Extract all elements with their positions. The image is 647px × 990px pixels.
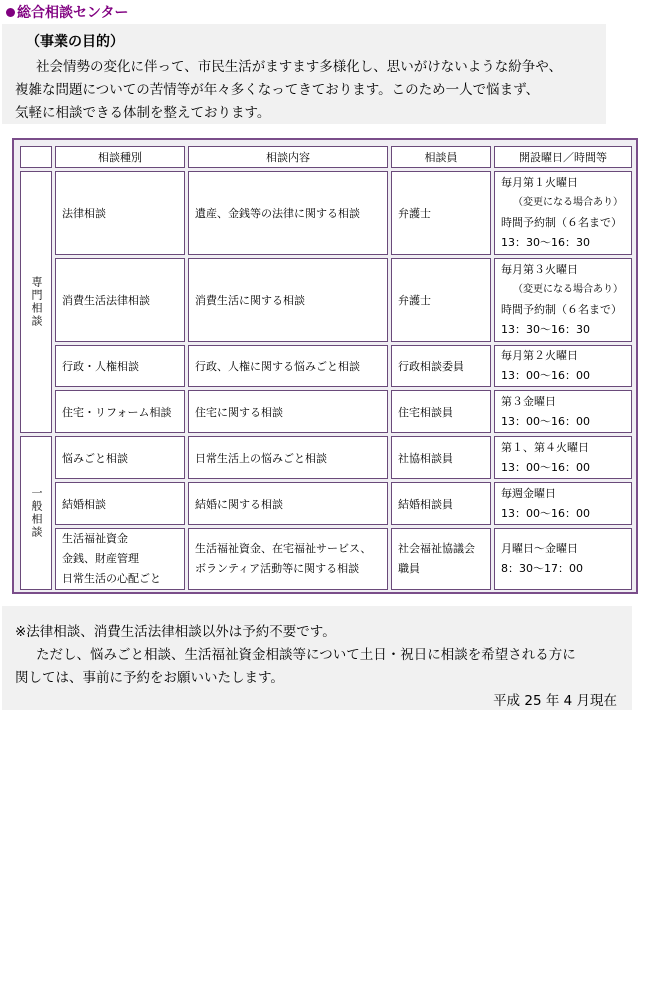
table-cell: 消費生活法律相談	[55, 258, 185, 342]
schedule-line: 毎月第３火曜日	[501, 263, 578, 276]
table-cell	[494, 258, 632, 342]
group-label-cell	[20, 436, 52, 590]
table-cell: 住宅・リフォーム相談	[55, 390, 185, 433]
note-line: 関しては、事前に予約をお願いいたします。	[15, 670, 284, 686]
schedule-line: 時間予約制（６名まで）	[501, 303, 622, 316]
table-cell	[494, 171, 632, 255]
table-cell	[494, 436, 632, 479]
schedule-line: 毎週金曜日	[501, 486, 556, 500]
table-cell: 住宅相談員	[391, 390, 491, 433]
schedule-line: 第３金曜日	[501, 394, 556, 408]
schedule-line: 13：00〜16：00	[501, 414, 590, 428]
table-cell: 弁護士	[391, 258, 491, 342]
table-cell	[494, 345, 632, 387]
table-cell: 弁護士	[391, 171, 491, 255]
table-cell: 結婚に関する相談	[188, 482, 388, 525]
page-title: 総合相談センター	[6, 2, 128, 22]
table-cell: 行政相談委員	[391, 345, 491, 387]
table-header: 相談種別	[55, 146, 185, 168]
schedule-line: 8：30〜17：00	[501, 562, 583, 575]
cell-line: 日常生活の心配ごと	[62, 572, 161, 585]
schedule-line: 13：00〜16：00	[501, 460, 590, 474]
table-cell: 消費生活に関する相談	[188, 258, 388, 342]
table-cell	[494, 390, 632, 433]
intro-line: 気軽に相談できる体制を整えております。	[15, 105, 271, 121]
schedule-line: 13：30〜16：30	[501, 323, 590, 336]
note-line: ただし、悩みごと相談、生活福祉資金相談等について土日・祝日に相談を希望される方に	[36, 647, 576, 663]
table-cell: 日常生活上の悩みごと相談	[188, 436, 388, 479]
table-header: 相談員	[391, 146, 491, 168]
table-cell	[494, 482, 632, 525]
table-cell: 結婚相談	[55, 482, 185, 525]
table-header: 相談内容	[188, 146, 388, 168]
cell-line: 社会福祉協議会	[398, 542, 475, 555]
bullet-icon	[6, 8, 15, 17]
note-line: ※法律相談、消費生活法律相談以外は予約不要です。	[15, 624, 336, 640]
intro-heading: （事業の目的）	[26, 34, 124, 50]
table-cell	[391, 528, 491, 590]
consultation-table	[12, 138, 638, 594]
intro-line: 複雑な問題についての苦情等が年々多くなってきております。このため一人で悩まず、	[15, 82, 540, 98]
schedule-line: （変更になる場合あり）	[513, 284, 623, 295]
group-label-cell	[20, 171, 52, 433]
table-header: 開設曜日／時間等	[494, 146, 632, 168]
table-cell: 結婚相談員	[391, 482, 491, 525]
group-label: 一般相談	[30, 487, 43, 539]
table-cell	[55, 528, 185, 590]
schedule-line: 13：00〜16：00	[501, 369, 590, 382]
cell-line: 金銭、財産管理	[62, 552, 139, 565]
cell-line: 生活福祉資金	[62, 532, 128, 545]
table-cell: 法律相談	[55, 171, 185, 255]
table-cell: 遺産、金銭等の法律に関する相談	[188, 171, 388, 255]
table-cell	[494, 528, 632, 590]
table-header-corner	[20, 146, 52, 168]
table-cell: 住宅に関する相談	[188, 390, 388, 433]
schedule-line: 13：30〜16：30	[501, 236, 590, 249]
schedule-line: 毎月第２火曜日	[501, 349, 578, 362]
table-cell: 行政・人権相談	[55, 345, 185, 387]
cell-line: 生活福祉資金、在宅福祉サービス、	[195, 542, 372, 555]
schedule-line: （変更になる場合あり）	[513, 197, 623, 208]
table-cell: 社協相談員	[391, 436, 491, 479]
schedule-line: 時間予約制（６名まで）	[501, 216, 622, 229]
schedule-line: 毎月第１火曜日	[501, 176, 578, 189]
table-cell: 悩みごと相談	[55, 436, 185, 479]
table-cell: 行政、人権に関する悩みごと相談	[188, 345, 388, 387]
schedule-line: 第１、第４火曜日	[501, 440, 589, 454]
schedule-line: 13：00〜16：00	[501, 506, 590, 520]
cell-line: 職員	[398, 562, 420, 575]
group-label: 専門相談	[30, 276, 43, 328]
table-cell	[188, 528, 388, 590]
cell-line: ボランティア活動等に関する相談	[195, 562, 360, 575]
schedule-line: 月曜日〜金曜日	[501, 542, 578, 555]
date-note: 平成 25 年 4 月現在	[493, 693, 617, 709]
intro-line: 社会情勢の変化に伴って、市民生活がますます多様化し、思いがけないような紛争や、	[36, 59, 562, 75]
